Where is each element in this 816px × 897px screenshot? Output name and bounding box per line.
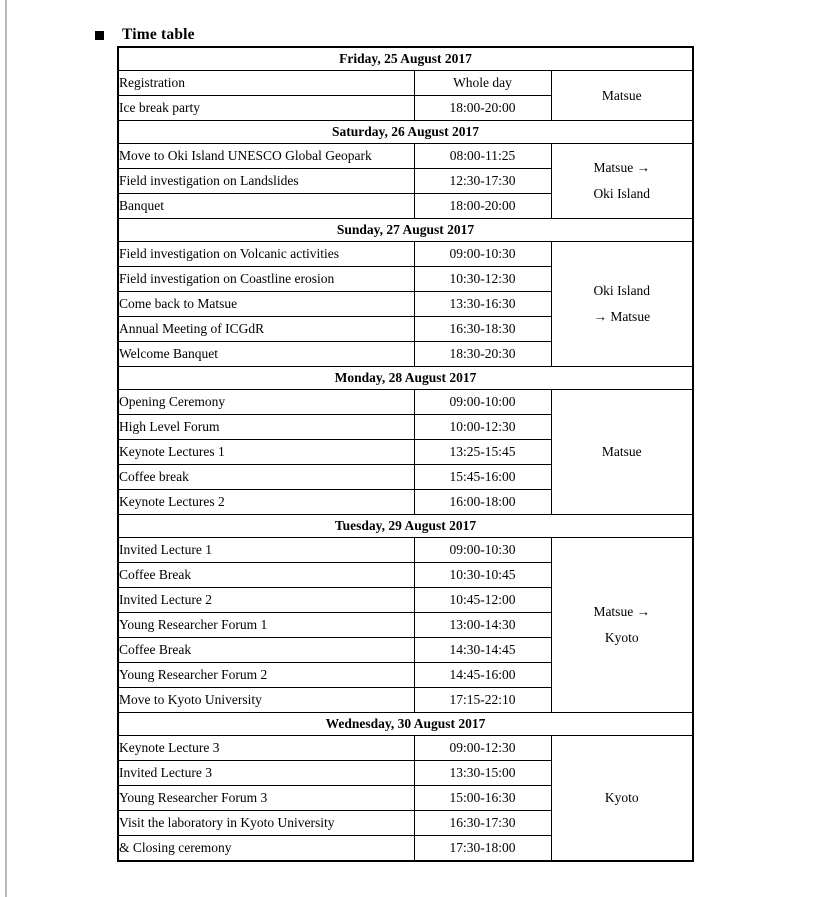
time-cell: 16:00-18:00 — [414, 490, 551, 515]
time-cell: 14:45-16:00 — [414, 663, 551, 688]
table-row — [118, 144, 693, 169]
location-line: Matsue — [601, 87, 642, 103]
time-cell: 09:00-10:00 — [414, 390, 551, 415]
day-header-row — [118, 515, 693, 538]
activity-cell: Invited Lecture 2 — [118, 588, 414, 613]
time-cell: 13:30-15:00 — [414, 761, 551, 786]
time-cell: Whole day — [414, 71, 551, 96]
day-header-row — [118, 121, 693, 144]
day-header-cell: Friday, 25 August 2017 — [118, 47, 693, 71]
table-row — [118, 538, 693, 563]
time-cell: 14:30-14:45 — [414, 638, 551, 663]
time-cell: 13:25-15:45 — [414, 440, 551, 465]
time-cell: 09:00-10:30 — [414, 242, 551, 267]
table-row — [118, 736, 693, 761]
activity-cell: Invited Lecture 3 — [118, 761, 414, 786]
table-row — [118, 242, 693, 267]
day-header-cell: Saturday, 26 August 2017 — [118, 121, 693, 144]
location-line: → Matsue — [593, 309, 651, 324]
location-line: Oki Island — [593, 283, 651, 298]
activity-cell: Welcome Banquet — [118, 342, 414, 367]
time-cell: 08:00-11:25 — [414, 144, 551, 169]
time-cell: 17:15-22:10 — [414, 688, 551, 713]
time-cell: 10:45-12:00 — [414, 588, 551, 613]
day-header-row — [118, 47, 693, 71]
timetable — [117, 46, 694, 862]
time-cell: 10:30-10:45 — [414, 563, 551, 588]
square-bullet-icon — [95, 31, 104, 40]
page-title: Time table — [122, 26, 195, 43]
activity-cell: Opening Ceremony — [118, 390, 414, 415]
activity-cell: Come back to Matsue — [118, 292, 414, 317]
activity-cell: Move to Kyoto University — [118, 688, 414, 713]
activity-cell: Field investigation on Volcanic activities — [118, 242, 414, 267]
activity-cell: Coffee break — [118, 465, 414, 490]
location-line: Kyoto — [604, 630, 639, 645]
location-line: Matsue → — [593, 604, 651, 619]
activity-cell: & Closing ceremony — [118, 836, 414, 862]
activity-cell: Coffee Break — [118, 638, 414, 663]
table-row — [118, 390, 693, 415]
activity-cell: Invited Lecture 1 — [118, 538, 414, 563]
time-cell: 09:00-10:30 — [414, 538, 551, 563]
activity-cell: Ice break party — [118, 96, 414, 121]
activity-cell: Keynote Lectures 1 — [118, 440, 414, 465]
location-line: Matsue → — [593, 160, 651, 175]
time-cell: 18:30-20:30 — [414, 342, 551, 367]
time-cell: 15:45-16:00 — [414, 465, 551, 490]
location-line: Matsue — [601, 444, 642, 459]
time-cell: 10:00-12:30 — [414, 415, 551, 440]
location-line: Kyoto — [604, 790, 639, 805]
location-line: Oki Island — [593, 186, 651, 201]
activity-cell: Field investigation on Coastline erosion — [118, 267, 414, 292]
day-header-row — [118, 367, 693, 390]
activity-cell: Annual Meeting of ICGdR — [118, 317, 414, 342]
time-cell: 16:30-17:30 — [414, 811, 551, 836]
activity-cell: Coffee Break — [118, 563, 414, 588]
time-cell: 18:00-20:00 — [414, 194, 551, 219]
day-header-cell: Tuesday, 29 August 2017 — [118, 515, 693, 538]
time-cell: 17:30-18:00 — [414, 836, 551, 862]
activity-cell: Young Researcher Forum 3 — [118, 786, 414, 811]
page-left-border — [5, 0, 7, 897]
day-header-cell: Wednesday, 30 August 2017 — [118, 713, 693, 736]
time-cell: 18:00-20:00 — [414, 96, 551, 121]
time-cell: 13:30-16:30 — [414, 292, 551, 317]
day-header-cell: Sunday, 27 August 2017 — [118, 219, 693, 242]
day-header-cell: Monday, 28 August 2017 — [118, 367, 693, 390]
activity-cell: Banquet — [118, 194, 414, 219]
activity-cell: Move to Oki Island UNESCO Global Geopark — [118, 144, 414, 169]
time-cell: 09:00-12:30 — [414, 736, 551, 761]
time-cell: 16:30-18:30 — [414, 317, 551, 342]
location-cell — [551, 390, 693, 515]
activity-cell: Keynote Lectures 2 — [118, 490, 414, 515]
activity-cell: Visit the laboratory in Kyoto University — [118, 811, 414, 836]
day-header-row — [118, 713, 693, 736]
time-cell: 13:00-14:30 — [414, 613, 551, 638]
activity-cell: High Level Forum — [118, 415, 414, 440]
time-cell: 10:30-12:30 — [414, 267, 551, 292]
activity-cell: Keynote Lecture 3 — [118, 736, 414, 761]
table-row — [118, 71, 693, 96]
activity-cell: Young Researcher Forum 1 — [118, 613, 414, 638]
location-cell — [551, 736, 693, 862]
activity-cell: Field investigation on Landslides — [118, 169, 414, 194]
day-header-row — [118, 219, 693, 242]
time-cell: 15:00-16:30 — [414, 786, 551, 811]
location-cell — [551, 144, 693, 219]
location-cell — [551, 538, 693, 713]
activity-cell: Young Researcher Forum 2 — [118, 663, 414, 688]
activity-cell: Registration — [118, 71, 414, 96]
section-title — [95, 26, 195, 44]
location-cell — [551, 71, 693, 121]
location-cell — [551, 242, 693, 367]
time-cell: 12:30-17:30 — [414, 169, 551, 194]
